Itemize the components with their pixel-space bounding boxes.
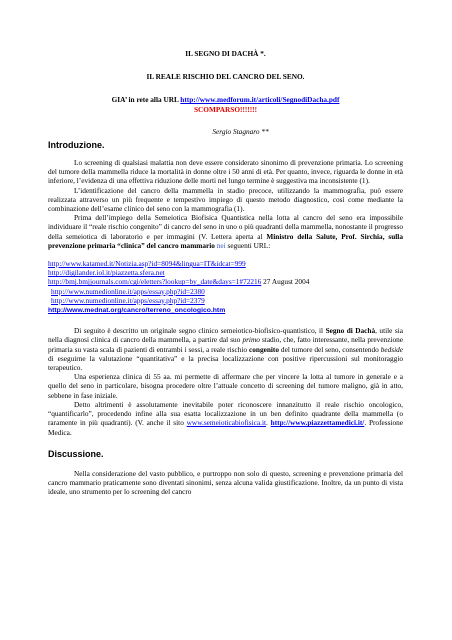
numedionline-link-2380[interactable]: http://www.numedionline.it/apps/essay.php?id=2380 — [51, 286, 205, 296]
numedionline-link-2379[interactable]: http://www.numedionline.it/apps/essay.php?id=2379 — [51, 295, 205, 305]
p4-text-c: stadio, che, fatto interessante, nella prevenzione primaria su vasta scala di pazienti di entrambi i sessi, a reale rischio — [48, 335, 404, 354]
segno-dacha-text: Segno di Dachà — [325, 326, 376, 336]
document-subtitle: IL REALE RISCHIO DEL CANCRO DEL SENO. — [146, 72, 305, 82]
document-page — [48, 0, 403, 496]
piazzettamedici-link[interactable]: http://www.piazzettamedici.it/ — [270, 418, 365, 428]
body-paragraph-segno — [48, 326, 403, 372]
intro-paragraph-2: L’identificazione del cancro della mammella in stadio precoce, utilizzando la mammografia, può essere realizzata attraverso un più frequente e tempestivo impiego di questo metodo diagnostico, così come mediante la combinazione dell’esame clinico del seno con la mammografia (1). — [48, 185, 403, 214]
intro-paragraph-3 — [48, 213, 403, 250]
url-intro-text: seguenti URL: — [225, 240, 271, 250]
scomparso-notice: SCOMPARSO!!!!!!! — [193, 104, 258, 114]
mednat-link[interactable]: http://www.mednat.org/cancro/terreno_oncologico.htm — [48, 307, 226, 315]
digilander-link[interactable]: http://digilander.iol.it/piazzetta.sfera.net — [48, 268, 165, 278]
url-prefix: GIA’ in rete alla URL — [111, 95, 181, 105]
body-paragraph-experience: Una esperienza clinica di 55 aa. mi permette di affermare che per vincere la lotta al tumore in generale e a quello del seno in particolare, bisogna procedere oltre l’attuale concetto di screening del tumore maligno, già in atto, sebbene in fase iniziale. — [48, 372, 403, 400]
nei-text: nei — [214, 240, 226, 250]
p6-text-a: Detto altrimenti è assolutamente inevitabile poter riconoscere innanzitutto il reale rischio oncologico, “quantificarlo”, procedendo infine alla sua esatta localizzazione in un ben definito quadrante della mammella (o raramente in più quadranti). (V. anche il sito — [48, 399, 403, 428]
url-line — [48, 95, 403, 104]
author: Sergio Stagnaro ** — [212, 126, 269, 136]
bmj-date: 27 August 2004 — [261, 277, 310, 287]
medforum-link[interactable]: http://www.medforum.it/articoli/SegnodiDacha.pdf — [180, 95, 340, 105]
p4-text-b: , utile sia nella diagnosi clinica di cancro della mammella, a partire dal suo — [48, 326, 403, 345]
p4-text-d: del tumore del seno, consentendo — [279, 344, 381, 354]
semeioticabiofisica-link[interactable]: www.semeioticabiofisica.it — [186, 418, 267, 428]
intro-paragraph-1: Lo screening di qualsiasi malattia non deve essere considerato sinonimo di prevenzione primaria. Lo screening del tumore della mammella riduce la mortalità in donne oltre i 50 anni di età. Per quanto, invece, riguarda le donne in età inferiore, l’evidenza di una effettiva riduzione delle morti nel lungo termine è suggestiva ma inconsistente (1). — [48, 158, 403, 186]
p4-text-e: di eseguirne la valutazione “quantitativa” e la precisa localizzazione con positive ripercussioni sul monitoraggio terapeutico. — [48, 353, 403, 373]
bmj-link[interactable]: http://bmj.bmjjournals.com/cgi/eletters?lookup=by_date&days=1#72216 — [48, 277, 262, 287]
p6-text-end: . Professione Medica. — [48, 418, 403, 437]
intro-heading: Introduzione. — [48, 140, 105, 151]
discussion-heading: Discussione. — [48, 448, 104, 459]
p4-text-a: Di seguito è descritto un originale segno clinico semeiotico-biofisico-quantistico, il — [74, 326, 326, 336]
bedside-text: bedside — [380, 344, 403, 354]
katamed-link[interactable]: http://www.katamed.it/Notizia.asp?id=8094&lingua=IT&idcat=999 — [48, 259, 246, 269]
discussion-paragraph-1: Nella considerazione del vasto pubblico, e purtroppo non solo di questo, screening e prevenzione primaria del cancro mammario praticamente sono diventati sinonimi, senza alcuna valida giustificazione. Inoltre, da un punto di vista ideale, uno strumento per lo screening del cancro — [48, 468, 403, 497]
reference-links — [48, 259, 403, 315]
primo-text: primo — [242, 335, 260, 345]
ministro-text: Ministro della Salute, Prof. Sirchia, sulla prevenzione primaria “clinica” del cancro mammario — [48, 231, 403, 250]
document-title: IL SEGNO DI DACHÀ *. — [185, 49, 266, 58]
intro-p3-text: Prima dell’impiego della Semeiotica Biofisica Quantistica nella lotta al cancro del seno era impossibile individuare il “reale rischio congenito” di cancro del seno in uno o più quadranti della mammella, nonostante il progresso della semeiotica di laboratorio e per immagini (V. Lettera aperta al — [48, 213, 403, 241]
congenito-text: congenito — [249, 344, 280, 354]
body-paragraph-detto — [48, 400, 403, 437]
p6-text-mid: . — [266, 418, 271, 428]
